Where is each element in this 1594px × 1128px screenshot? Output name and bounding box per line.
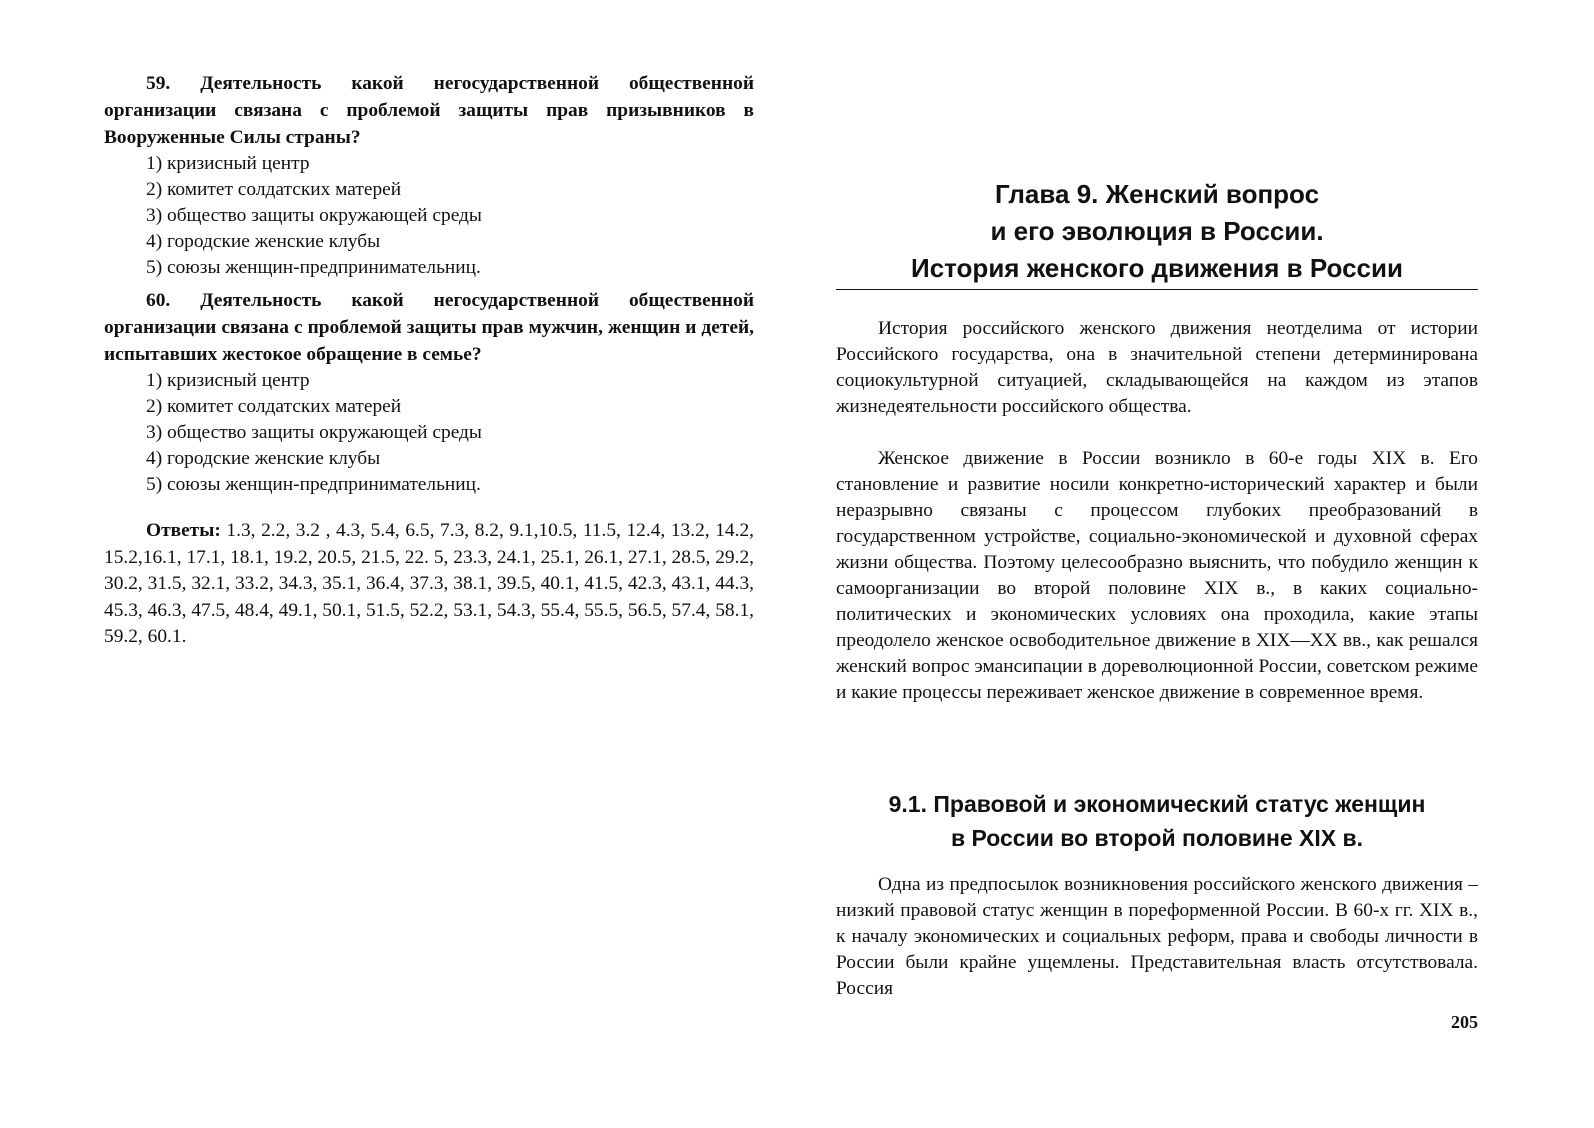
chapter-title [836, 176, 1478, 287]
chapter-title-line: и его эволюция в России. [990, 216, 1324, 246]
question-60-options [104, 368, 754, 498]
section-title [836, 787, 1478, 855]
question-60 [104, 287, 754, 498]
option-item: 3) общество защиты окружающей среды [146, 205, 482, 226]
option-item: 5) союзы женщин-предпринимательниц. [146, 257, 481, 278]
option-item: 1) кризисный центр [146, 153, 310, 174]
paragraph: Одна из предпосылок возникновения российского женского движения – низкий правовой статус женщин в пореформенной России. В 60-х гг. XIX в., к началу экономических и социальных реформ, права и свободы личности в России были крайне ущемлены. Представительная власть отсутствовала. Россия [836, 874, 1478, 999]
chapter-divider [836, 289, 1478, 290]
paragraph: Женское движение в России возникло в 60-е годы XIX в. Его становление и развитие носили конкретно-исторический характер и были неразрывно связаны с процессом глубоких преобразований в государственном устройстве, социально-экономической и духовной сферах жизни общества. Поэтому целесообразно выяснить, что побудило женщин к самоорганизации во второй половине XIX в., в каких социально-политических и экономических условиях она проходила, какие этапы преодолело женское освободительное движение в XIX—XX вв., как решался женский вопрос эмансипации в дореволюционной России, советском режиме и какие процессы переживает женское движение в современное время. [836, 448, 1478, 703]
chapter-title-line: Глава 9. Женский вопрос [994, 179, 1320, 209]
question-59-options [104, 151, 754, 281]
right-page [836, 0, 1478, 1128]
section-title-line: 9.1. Правовой и экономический статус женщин [888, 791, 1426, 817]
option-item: 4) городские женские клубы [146, 231, 381, 252]
option-item: 2) комитет солдатских матерей [146, 179, 402, 200]
answer-key-text: 1.3, 2.2, 3.2 , 4.3, 5.4, 6.5, 7.3, 8.2, 9.1,10.5, 11.5, 12.4, 13.2, 14.2, 15.2,16.1, 17.1, 18.1, 19.2, 20.5, 21.5, 22. 5, 23.3, 24.1, 25.1, 26.1, 27.1, 28.5, 29.2, 30.2, 31.5, 32.1, 33.2, 34.3, 35.1, 36.4, 37.3, 38.1, 39.5, 40.1, 41.5, 42.3, 43.1, 44.3, 45.3, 46.3, 47.5, 48.4, 49.1, 50.1, 51.5, 52.2, 53.1, 54.3, 55.4, 55.5, 56.5, 57.4, 58.1, 59.2, 60.1. [104, 520, 754, 647]
option-item: 2) комитет солдатских матерей [146, 396, 402, 417]
page-number: 205 [1451, 1012, 1478, 1032]
option-item: 3) общество защиты окружающей среды [146, 422, 482, 443]
question-59-title: 59. Деятельность какой негосударственной общественной организации связана с проблемой защиты прав призывников в Вооруженные Силы страны? [104, 73, 754, 148]
option-item: 4) городские женские клубы [146, 448, 381, 469]
answer-key [104, 518, 754, 651]
question-59 [104, 70, 754, 281]
section-title-line: в России во второй половине XIX в. [950, 825, 1364, 851]
left-page [104, 0, 754, 1128]
chapter-title-line: История женского движения в России [911, 253, 1403, 283]
option-item: 5) союзы женщин-предпринимательниц. [146, 474, 481, 495]
paragraph: История российского женского движения неотделима от истории Российского государства, она в значительной степени детерминирована социокультурной ситуацией, складывающейся на каждом из этапов жизнедеятельности российского общества. [836, 318, 1478, 417]
answer-key-label: Ответы: [146, 520, 221, 541]
question-60-title: 60. Деятельность какой негосударственной общественной организации связана с проблемой защиты прав мужчин, женщин и детей, испытавших жестокое обращение в семье? [104, 290, 754, 365]
option-item: 1) кризисный центр [146, 370, 310, 391]
